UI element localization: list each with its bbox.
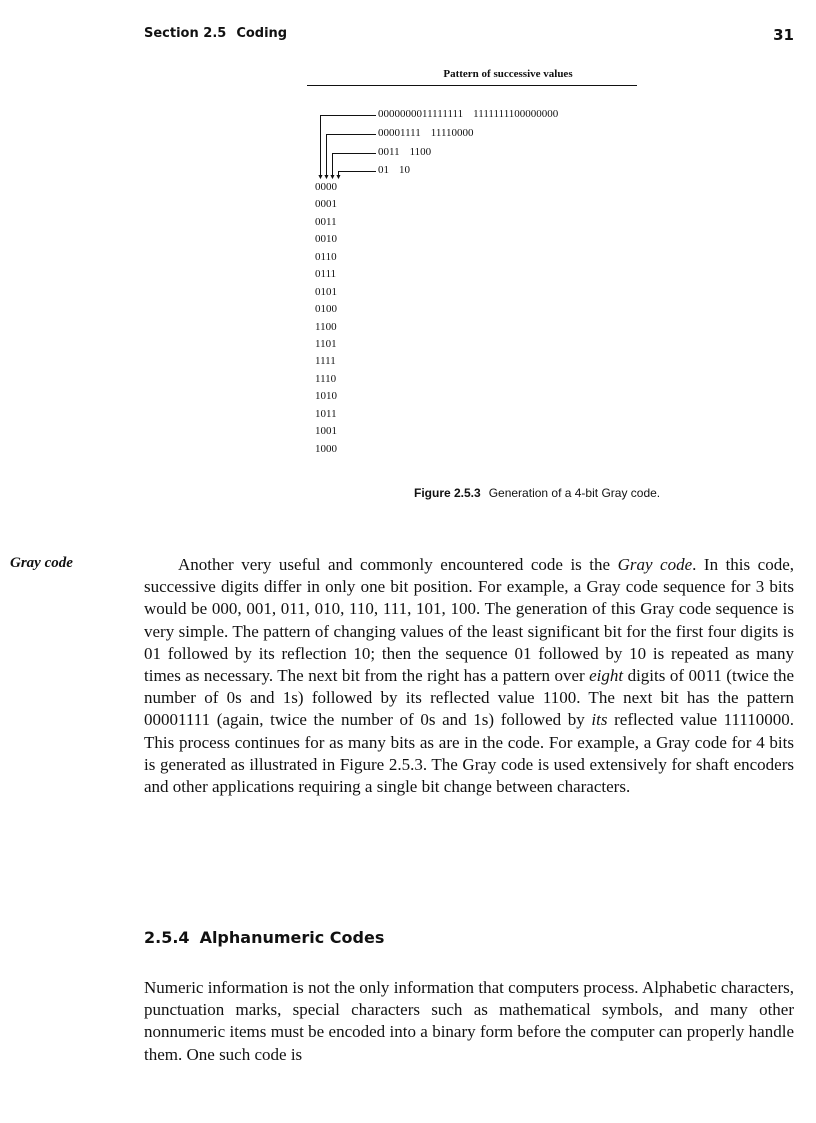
- gray-code-entry: 0100: [315, 303, 337, 316]
- running-head: [144, 26, 794, 46]
- gray-code-entry: 0011: [315, 215, 337, 228]
- gray-code-entry: 0000: [315, 181, 337, 193]
- arrow-down-icon: ▼: [335, 173, 342, 181]
- gray-code-entry: 1000: [315, 442, 337, 455]
- gray-code-entry: 0110: [315, 250, 337, 263]
- paragraph-text: reflected value 11110000. This process continues for as many bits as are in the code. For example, a Gray code for 4 bits is generated as illustrated in Figure 2.5.3. The Gray code is used extensively for shaft encoders and other applications requiring a single bit change between characters.: [144, 710, 795, 797]
- figure-title: Pattern of successive values: [443, 68, 573, 80]
- section-label: [144, 26, 287, 41]
- gray-code-entry: 1010: [315, 390, 337, 403]
- arrow-down-icon: ▼: [323, 173, 330, 181]
- margin-note: Gray code: [10, 555, 73, 571]
- pattern-row-bit0: [378, 164, 410, 176]
- pattern-value: 0000000011111111: [378, 108, 464, 120]
- paragraph-emphasis: its: [591, 710, 608, 730]
- section-number: Section 2.5: [144, 26, 227, 41]
- arrow-down-icon: ▼: [317, 173, 324, 181]
- figure-caption-text: Generation of a 4-bit Gray code.: [488, 486, 661, 500]
- paragraph-emphasis: Gray code: [617, 555, 693, 574]
- gray-code-list: [315, 179, 337, 458]
- paragraph-alphanumeric: Numeric information is not the only information that computers process. Alphabetic characters, punctuation marks, special characters such as mathematical symbols, and many other nonnumeric items must be encoded into a binary form before the computer can properly handle them. One such code is: [144, 978, 794, 1064]
- gray-code-entry: 0001: [315, 198, 337, 211]
- pattern-reflection: 11110000: [430, 127, 474, 139]
- subsection-heading: [144, 928, 384, 947]
- leader-line-bit2: [326, 134, 376, 135]
- pattern-value: 0011: [378, 146, 400, 158]
- gray-code-entry: 0101: [315, 285, 337, 298]
- gray-code-entry: 0111: [315, 268, 337, 281]
- subsection-number: 2.5.4: [144, 928, 190, 947]
- leader-line-bit0: [338, 171, 376, 172]
- pattern-value: 00001111: [378, 127, 421, 139]
- figure-title-rule: [307, 85, 637, 86]
- pattern-value: 01: [378, 164, 389, 176]
- gray-code-entry: 1101: [315, 337, 337, 350]
- gray-code-entry: 1111: [315, 355, 336, 368]
- gray-code-entry: 0010: [315, 233, 337, 246]
- pattern-reflection: 10: [399, 164, 410, 176]
- paragraph-emphasis: eight: [589, 666, 624, 686]
- gray-code-entry: 1100: [315, 320, 337, 333]
- leader-drop-bit3: [320, 115, 321, 176]
- paragraph-text: Another very useful and commonly encountered code is the: [178, 555, 618, 574]
- leader-line-bit3: [320, 115, 376, 116]
- gray-code-entry: 1011: [315, 407, 337, 420]
- paragraph-text: digits of 0011 (twice the number of 0s and 1s) followed by its reflected value 1100. The next bit has the pattern 00001111 (again, twice the number of 0s and 1s) followed by: [144, 666, 794, 730]
- page-number: 31: [773, 26, 794, 44]
- subsection-title: Alphanumeric Codes: [199, 928, 385, 947]
- pattern-reflection: 1100: [409, 146, 432, 158]
- gray-code-entry: 1001: [315, 425, 337, 438]
- paragraph-text: . In this code, successive digits differ in only one bit position. For example, a Gray code sequence for 3 bits would be 000, 001, 011, 010, 110, 111, 101, 100. The generation of this Gray code sequence is very simple. The pattern of changing values of the least significant bit for the first four digits is 01 followed by its reflection 10; then the sequence 01 followed by 10 is repeated as many times as necessary. The next bit from the right has a pattern over: [144, 555, 794, 686]
- figure-caption: [414, 486, 660, 500]
- leader-drop-bit2: [326, 134, 327, 176]
- gray-code-entry: 1110: [315, 372, 337, 385]
- gray-code-figure: [300, 68, 660, 508]
- section-name: Coding: [236, 26, 288, 41]
- figure-caption-label: Figure 2.5.3: [414, 486, 481, 500]
- pattern-reflection: 1111111100000000: [473, 108, 559, 120]
- pattern-row-bit2: [378, 127, 474, 139]
- pattern-row-bit1: [378, 146, 431, 158]
- pattern-row-bit3: [378, 108, 558, 120]
- arrow-down-icon: ▼: [329, 173, 336, 181]
- leader-line-bit1: [332, 153, 376, 154]
- paragraph-gray-code: [144, 554, 794, 798]
